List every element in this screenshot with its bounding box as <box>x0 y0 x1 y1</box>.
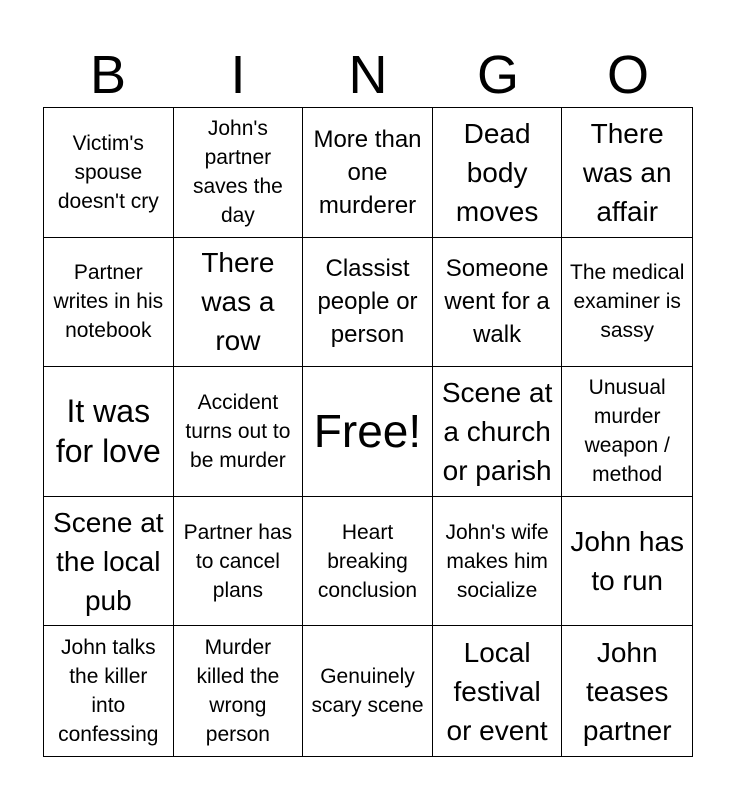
cell-text: The medical examiner is sassy <box>570 261 685 343</box>
bingo-cell-25[interactable] <box>562 626 692 756</box>
cell-text: Partner writes in his notebook <box>53 261 164 343</box>
bingo-board <box>43 107 693 757</box>
bingo-cell-6[interactable] <box>44 238 174 368</box>
cell-text: Murder killed the wrong person <box>196 636 280 747</box>
cell-text: It was for love <box>55 393 161 470</box>
cell-text: Genuinely scary scene <box>311 665 424 718</box>
bingo-cell-1[interactable] <box>44 108 174 238</box>
header-letter-n: N <box>348 45 388 105</box>
bingo-cell-17[interactable] <box>174 497 304 627</box>
cell-text: Classist people or person <box>317 255 418 349</box>
bingo-cell-5[interactable] <box>562 108 692 238</box>
bingo-cell-21[interactable] <box>44 626 174 756</box>
cell-text: Unusual murder weapon / method <box>584 376 670 487</box>
bingo-cell-15[interactable] <box>562 367 692 497</box>
bingo-cell-4[interactable] <box>433 108 563 238</box>
cell-text: More than one murderer <box>313 125 422 219</box>
header-letter-g: G <box>476 45 519 105</box>
cell-text: Partner has to cancel plans <box>183 520 293 602</box>
bingo-cell-20[interactable] <box>562 497 692 627</box>
cell-text: John teases partner <box>582 636 672 746</box>
cell-text: There was an affair <box>582 117 672 227</box>
cell-text: Scene at the local pub <box>53 506 164 616</box>
bingo-cell-23[interactable] <box>303 626 433 756</box>
bingo-cell-free[interactable] <box>303 367 433 497</box>
bingo-header <box>43 44 693 106</box>
cell-text: Heart breaking conclusion <box>317 520 418 602</box>
bingo-cell-9[interactable] <box>433 238 563 368</box>
bingo-cell-18[interactable] <box>303 497 433 627</box>
header-letter-o: O <box>606 45 649 105</box>
cell-text: Victim's spouse doesn't cry <box>57 131 159 213</box>
cell-text: Local festival or event <box>446 636 548 746</box>
bingo-cell-7[interactable] <box>174 238 304 368</box>
cell-text: Scene at a church or parish <box>441 376 553 486</box>
cell-text: Free! <box>313 405 422 458</box>
cell-text: John talks the killer into confessing <box>58 636 159 747</box>
bingo-cell-10[interactable] <box>562 238 692 368</box>
bingo-cell-11[interactable] <box>44 367 174 497</box>
cell-text: Dead body moves <box>455 117 539 227</box>
header-letter-i: I <box>230 45 246 105</box>
bingo-cell-16[interactable] <box>44 497 174 627</box>
bingo-cell-2[interactable] <box>174 108 304 238</box>
cell-text: There was a row <box>201 247 275 357</box>
bingo-cell-3[interactable] <box>303 108 433 238</box>
bingo-cell-24[interactable] <box>433 626 563 756</box>
header-letter-b: B <box>89 45 127 105</box>
bingo-cell-22[interactable] <box>174 626 304 756</box>
cell-text: Accident turns out to be murder <box>185 390 291 472</box>
cell-text: John has to run <box>570 526 685 597</box>
bingo-cell-12[interactable] <box>174 367 304 497</box>
cell-text: John's wife makes him socialize <box>445 520 549 602</box>
bingo-cell-8[interactable] <box>303 238 433 368</box>
bingo-cell-14[interactable] <box>433 367 563 497</box>
cell-text: John's partner saves the day <box>192 117 283 228</box>
bingo-cell-19[interactable] <box>433 497 563 627</box>
cell-text: Someone went for a walk <box>444 255 550 349</box>
